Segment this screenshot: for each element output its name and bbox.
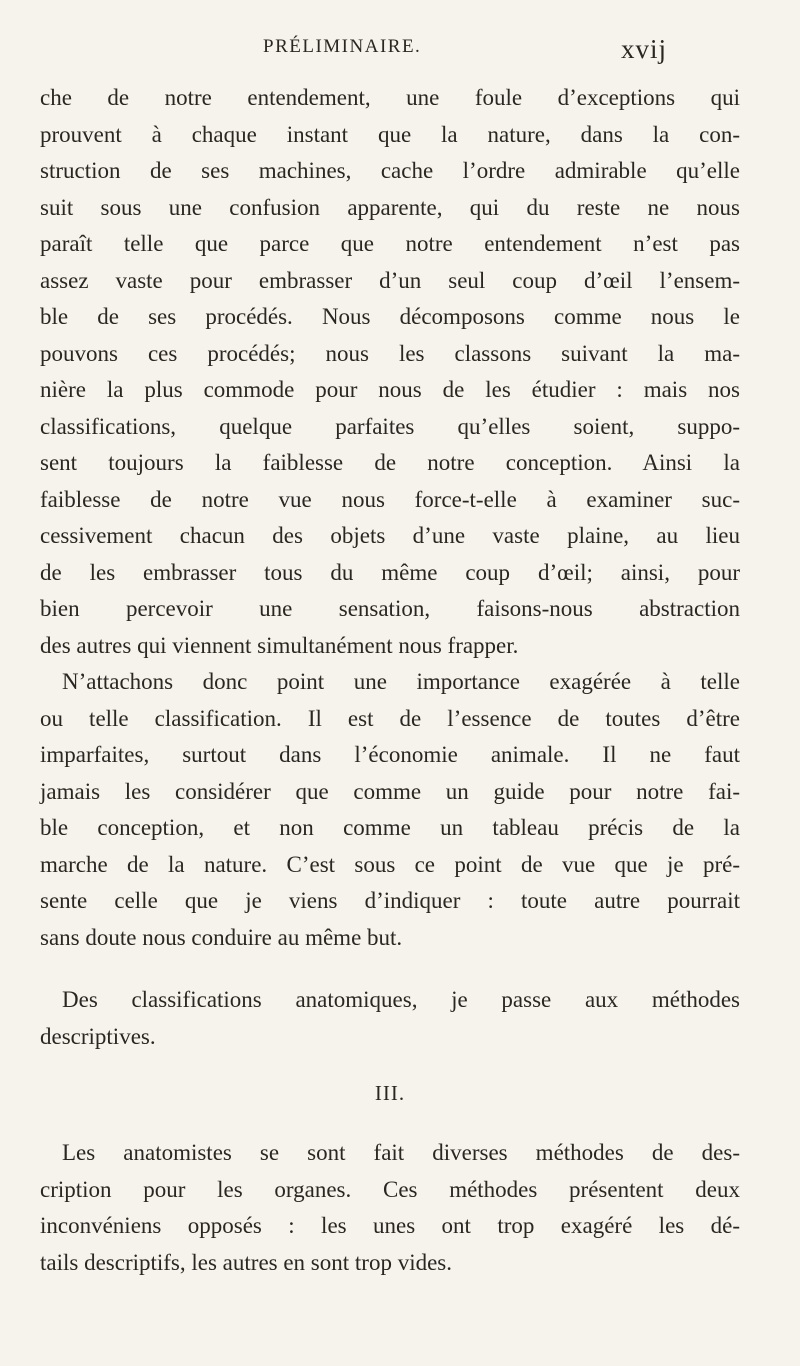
text-line: tails descriptifs, les autres en sont trop vides. xyxy=(40,1249,453,1275)
text-line: bien percevoir une sensation, faisons-nous abstraction xyxy=(40,596,740,621)
body-text xyxy=(40,80,740,1281)
text-line: sent toujours la faiblesse de notre conception. Ainsi la xyxy=(40,450,740,475)
text-line: des autres qui viennent simultanément nous frapper. xyxy=(40,632,519,658)
running-title: PRÉLIMINAIRE. xyxy=(263,36,422,57)
paragraph-3 xyxy=(40,982,740,1055)
text-line: faiblesse de notre vue nous force-t-elle à examiner suc- xyxy=(40,486,740,512)
text-line: ou telle classification. Il est de l’essence de toutes d’être xyxy=(40,705,740,731)
text-line: prouvent à chaque instant que la nature, dans la con- xyxy=(40,121,740,147)
text-line: cessivement chacun des objets d’une vaste plaine, au lieu xyxy=(40,523,740,548)
text-line: che de notre entendement, une foule d’exceptions qui xyxy=(40,85,740,110)
section-heading: III. xyxy=(374,1081,406,1105)
text-line: ble conception, et non comme un tableau précis de la xyxy=(40,815,740,840)
text-line: paraît telle que parce que notre entendement n’est pas xyxy=(40,231,740,256)
running-head xyxy=(0,28,800,68)
text-line: imparfaites, surtout dans l’économie animale. Il ne faut xyxy=(40,742,740,767)
text-line: sans doute nous conduire au même but. xyxy=(40,924,403,950)
paragraph-1 xyxy=(40,80,740,664)
text-line: suit sous une confusion apparente, qui du reste ne nous xyxy=(40,194,740,220)
text-line: Les anatomistes se sont fait diverses méthodes de des- xyxy=(62,1140,740,1165)
text-line: de les embrasser tous du même coup d’œil; ainsi, pour xyxy=(40,559,740,585)
text-line: Des classifications anatomiques, je passe aux méthodes xyxy=(62,987,740,1012)
text-line: marche de la nature. C’est sous ce point de vue que je pré- xyxy=(40,851,740,877)
paragraph-2 xyxy=(40,664,740,956)
text-line: N’attachons donc point une importance exagérée à telle xyxy=(62,669,740,694)
page-number: xvij xyxy=(621,34,668,64)
text-line: classifications, quelque parfaites qu’elles soient, suppo- xyxy=(40,413,740,439)
text-line: cription pour les organes. Ces méthodes présentent deux xyxy=(40,1176,740,1202)
text-line: struction de ses machines, cache l’ordre admirable qu’elle xyxy=(40,158,740,183)
paragraph-4 xyxy=(40,1135,740,1281)
text-line: sente celle que je viens d’indiquer : toute autre pourrait xyxy=(40,888,740,913)
paragraph-spacer xyxy=(40,956,740,982)
text-line: assez vaste pour embrasser d’un seul coup d’œil l’ensem- xyxy=(40,267,740,293)
text-line: descriptives. xyxy=(40,1023,156,1049)
text-line: inconvéniens opposés : les unes ont trop exagéré les dé- xyxy=(40,1213,740,1238)
text-line: nière la plus commode pour nous de les étudier : mais nos xyxy=(40,377,740,402)
text-line: ble de ses procédés. Nous décomposons comme nous le xyxy=(40,304,740,329)
text-line: pouvons ces procédés; nous les classons suivant la ma- xyxy=(40,340,740,366)
text-line: jamais les considérer que comme un guide pour notre fai- xyxy=(40,778,740,804)
